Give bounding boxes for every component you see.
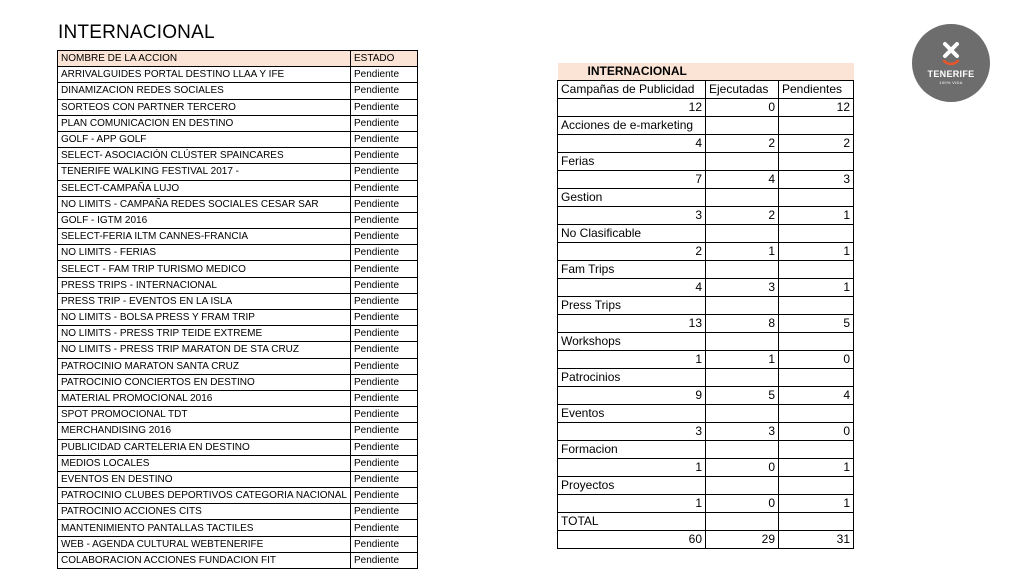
table-row [58, 520, 418, 536]
summary-total-cell: 3 [558, 207, 706, 225]
summary-empty-cell [706, 513, 779, 531]
summary-values-row [558, 99, 854, 117]
table-row [58, 131, 418, 147]
summary-executed-cell: 2 [706, 135, 779, 153]
summary-category-label: Formacion [558, 441, 706, 459]
action-status-cell: Pendiente [350, 83, 417, 99]
summary-values-row [558, 387, 854, 405]
summary-category-row [558, 297, 854, 315]
summary-category-row [558, 477, 854, 495]
summary-values-row [558, 459, 854, 477]
action-status-cell: Pendiente [350, 277, 417, 293]
summary-empty-cell [779, 153, 854, 171]
action-name-cell: SORTEOS CON PARTNER TERCERO [58, 99, 351, 115]
summary-empty-cell [779, 225, 854, 243]
action-name-cell: NO LIMITS - BOLSA PRESS Y FRAM TRIP [58, 310, 351, 326]
summary-total-cell: 2 [558, 243, 706, 261]
action-status-cell: Pendiente [350, 536, 417, 552]
summary-pending-cell: 0 [779, 351, 854, 369]
table-row [58, 148, 418, 164]
table-row [58, 471, 418, 487]
summary-values-row [558, 279, 854, 297]
table-row [58, 180, 418, 196]
summary-total-cell: 1 [558, 495, 706, 513]
table-row [58, 212, 418, 228]
actions-body [58, 67, 418, 569]
tenerife-x-smile-icon [939, 41, 963, 67]
summary-pending-cell: 4 [779, 387, 854, 405]
action-status-cell: Pendiente [350, 552, 417, 568]
action-name-cell: GOLF - IGTM 2016 [58, 212, 351, 228]
table-row [58, 164, 418, 180]
logo-tagline: 100% VIDA [939, 80, 963, 85]
column-header-pending: Pendientes [779, 81, 854, 99]
summary-empty-cell [706, 261, 779, 279]
action-status-cell: Pendiente [350, 374, 417, 390]
action-status-cell: Pendiente [350, 212, 417, 228]
summary-subheader-row [558, 81, 854, 99]
action-status-cell: Pendiente [350, 245, 417, 261]
action-name-cell: GOLF - APP GOLF [58, 131, 351, 147]
summary-values-row [558, 423, 854, 441]
table-row [58, 261, 418, 277]
table-row [58, 423, 418, 439]
summary-executed-cell: 0 [706, 495, 779, 513]
actions-table [57, 50, 418, 569]
summary-category-label: Acciones de e-marketing [558, 117, 706, 135]
action-name-cell: PRESS TRIP - EVENTOS EN LA ISLA [58, 293, 351, 309]
summary-empty-cell [779, 261, 854, 279]
summary-category-row [558, 189, 854, 207]
action-status-cell: Pendiente [350, 180, 417, 196]
action-status-cell: Pendiente [350, 293, 417, 309]
summary-category-row [558, 225, 854, 243]
summary-pending-cell: 31 [779, 531, 854, 549]
table-row [58, 83, 418, 99]
action-name-cell: MERCHANDISING 2016 [58, 423, 351, 439]
summary-title-row [558, 63, 854, 81]
summary-values-row [558, 351, 854, 369]
action-status-cell: Pendiente [350, 358, 417, 374]
action-name-cell: SELECT-CAMPAÑA LUJO [58, 180, 351, 196]
action-status-cell: Pendiente [350, 131, 417, 147]
summary-category-label: Gestion [558, 189, 706, 207]
action-name-cell: WEB - AGENDA CULTURAL WEBTENERIFE [58, 536, 351, 552]
summary-executed-cell: 5 [706, 387, 779, 405]
summary-category-label: No Clasificable [558, 225, 706, 243]
summary-values-row [558, 207, 854, 225]
action-name-cell: MANTENIMIENTO PANTALLAS TACTILES [58, 520, 351, 536]
summary-total-cell: 3 [558, 423, 706, 441]
table-row [58, 374, 418, 390]
summary-category-row [558, 153, 854, 171]
summary-executed-cell: 3 [706, 423, 779, 441]
summary-values-row [558, 135, 854, 153]
action-status-cell: Pendiente [350, 423, 417, 439]
summary-executed-cell: 0 [706, 99, 779, 117]
summary-executed-cell: 1 [706, 351, 779, 369]
action-name-cell: MEDIOS LOCALES [58, 455, 351, 471]
summary-empty-cell [706, 189, 779, 207]
column-header-status: ESTADO [350, 51, 417, 67]
summary-values-row [558, 315, 854, 333]
summary-category-row [558, 513, 854, 531]
action-name-cell: PRESS TRIPS - INTERNACIONAL [58, 277, 351, 293]
action-name-cell: PUBLICIDAD CARTELERIA EN DESTINO [58, 439, 351, 455]
action-name-cell: NO LIMITS - FERIAS [58, 245, 351, 261]
summary-empty-cell [706, 333, 779, 351]
summary-category-row [558, 405, 854, 423]
summary-executed-cell: 2 [706, 207, 779, 225]
summary-empty-cell [706, 117, 779, 135]
action-name-cell: SELECT-FERIA ILTM CANNES-FRANCIA [58, 229, 351, 245]
table-row [58, 455, 418, 471]
action-name-cell: PATROCINIO ACCIONES CITS [58, 504, 351, 520]
summary-category-label: Press Trips [558, 297, 706, 315]
table-row [58, 504, 418, 520]
summary-values-row [558, 171, 854, 189]
table-row [58, 293, 418, 309]
table-row [58, 552, 418, 568]
summary-pending-cell: 0 [779, 423, 854, 441]
summary-values-row [558, 243, 854, 261]
summary-category-label: Patrocinios [558, 369, 706, 387]
summary-category-row [558, 369, 854, 387]
action-name-cell: PATROCINIO CONCIERTOS EN DESTINO [58, 374, 351, 390]
summary-empty-cell [779, 189, 854, 207]
action-name-cell: TENERIFE WALKING FESTIVAL 2017 - [58, 164, 351, 180]
summary-category-row [558, 441, 854, 459]
summary-category-label: Campañas de Publicidad [558, 81, 706, 99]
table-row [58, 439, 418, 455]
summary-total-cell: 4 [558, 279, 706, 297]
table-row [58, 326, 418, 342]
table-row [58, 390, 418, 406]
action-status-cell: Pendiente [350, 455, 417, 471]
summary-category-row [558, 117, 854, 135]
summary-empty-cell [779, 369, 854, 387]
action-status-cell: Pendiente [350, 390, 417, 406]
action-status-cell: Pendiente [350, 67, 417, 83]
summary-empty-cell [779, 405, 854, 423]
summary-pending-cell: 1 [779, 207, 854, 225]
action-status-cell: Pendiente [350, 407, 417, 423]
actions-header-row [58, 51, 418, 67]
summary-executed-cell: 0 [706, 459, 779, 477]
action-status-cell: Pendiente [350, 504, 417, 520]
action-status-cell: Pendiente [350, 326, 417, 342]
summary-executed-cell: 3 [706, 279, 779, 297]
summary-empty-cell [706, 477, 779, 495]
action-status-cell: Pendiente [350, 310, 417, 326]
summary-empty-cell [779, 441, 854, 459]
summary-category-label: Fam Trips [558, 261, 706, 279]
summary-pending-cell: 5 [779, 315, 854, 333]
table-row [58, 99, 418, 115]
table-row [58, 536, 418, 552]
summary-executed-cell: 29 [706, 531, 779, 549]
table-row [58, 342, 418, 358]
tenerife-logo [912, 24, 990, 102]
table-row [58, 115, 418, 131]
action-status-cell: Pendiente [350, 115, 417, 131]
summary-empty-cell [706, 405, 779, 423]
action-status-cell: Pendiente [350, 229, 417, 245]
table-row [58, 245, 418, 261]
summary-pending-cell: 1 [779, 495, 854, 513]
summary-empty-cell [779, 117, 854, 135]
summary-empty-cell [706, 369, 779, 387]
summary-category-row [558, 333, 854, 351]
summary-total-cell: 13 [558, 315, 706, 333]
summary-executed-cell: 8 [706, 315, 779, 333]
action-status-cell: Pendiente [350, 99, 417, 115]
summary-category-label: TOTAL [558, 513, 706, 531]
action-name-cell: DINAMIZACION REDES SOCIALES [58, 83, 351, 99]
table-row [58, 407, 418, 423]
summary-executed-cell: 4 [706, 171, 779, 189]
summary-empty-cell [779, 513, 854, 531]
action-status-cell: Pendiente [350, 196, 417, 212]
table-row [58, 67, 418, 83]
summary-body [558, 63, 854, 549]
summary-total-cell: 1 [558, 459, 706, 477]
action-name-cell: COLABORACION ACCIONES FUNDACION FIT [58, 552, 351, 568]
summary-empty-cell [706, 297, 779, 315]
action-name-cell: ARRIVALGUIDES PORTAL DESTINO LLAA Y IFE [58, 67, 351, 83]
summary-pending-cell: 1 [779, 279, 854, 297]
summary-pending-cell: 2 [779, 135, 854, 153]
summary-pending-cell: 1 [779, 459, 854, 477]
action-name-cell: PATROCINIO CLUBES DEPORTIVOS CATEGORIA NACIONAL [58, 488, 351, 504]
action-name-cell: NO LIMITS - PRESS TRIP TEIDE EXTREME [58, 326, 351, 342]
table-row [58, 196, 418, 212]
summary-empty-cell [779, 477, 854, 495]
summary-title: INTERNACIONAL [558, 63, 854, 81]
summary-category-row [558, 261, 854, 279]
table-row [58, 358, 418, 374]
action-name-cell: MATERIAL PROMOCIONAL 2016 [58, 390, 351, 406]
summary-total-cell: 12 [558, 99, 706, 117]
summary-pending-cell: 1 [779, 243, 854, 261]
column-header-executed: Ejecutadas [706, 81, 779, 99]
summary-empty-cell [706, 225, 779, 243]
action-status-cell: Pendiente [350, 439, 417, 455]
action-name-cell: PATROCINIO MARATON SANTA CRUZ [58, 358, 351, 374]
action-name-cell: SELECT- ASOCIACIÓN CLÚSTER SPAINCARES [58, 148, 351, 164]
action-status-cell: Pendiente [350, 471, 417, 487]
summary-total-cell: 7 [558, 171, 706, 189]
summary-executed-cell: 1 [706, 243, 779, 261]
action-name-cell: PLAN COMUNICACION EN DESTINO [58, 115, 351, 131]
logo-brand-text: TENERIFE [927, 69, 975, 79]
page-title: INTERNACIONAL [58, 22, 215, 43]
summary-pending-cell: 12 [779, 99, 854, 117]
action-name-cell: NO LIMITS - CAMPAÑA REDES SOCIALES CESAR SAR [58, 196, 351, 212]
action-status-cell: Pendiente [350, 148, 417, 164]
action-name-cell: EVENTOS EN DESTINO [58, 471, 351, 487]
summary-total-cell: 9 [558, 387, 706, 405]
action-status-cell: Pendiente [350, 488, 417, 504]
table-row [58, 229, 418, 245]
summary-total-cell: 1 [558, 351, 706, 369]
summary-table [557, 63, 854, 549]
summary-total-cell: 4 [558, 135, 706, 153]
summary-empty-cell [706, 153, 779, 171]
summary-values-row [558, 531, 854, 549]
action-status-cell: Pendiente [350, 261, 417, 277]
summary-category-label: Eventos [558, 405, 706, 423]
summary-values-row [558, 495, 854, 513]
summary-empty-cell [779, 333, 854, 351]
summary-category-label: Workshops [558, 333, 706, 351]
summary-category-label: Ferias [558, 153, 706, 171]
action-name-cell: SELECT - FAM TRIP TURISMO MEDICO [58, 261, 351, 277]
action-name-cell: SPOT PROMOCIONAL TDT [58, 407, 351, 423]
table-row [58, 310, 418, 326]
action-status-cell: Pendiente [350, 164, 417, 180]
action-status-cell: Pendiente [350, 520, 417, 536]
table-row [58, 488, 418, 504]
summary-empty-cell [706, 441, 779, 459]
table-row [58, 277, 418, 293]
action-name-cell: NO LIMITS - PRESS TRIP MARATON DE STA CRUZ [58, 342, 351, 358]
action-status-cell: Pendiente [350, 342, 417, 358]
summary-category-label: Proyectos [558, 477, 706, 495]
summary-total-cell: 60 [558, 531, 706, 549]
column-header-name: NOMBRE DE LA ACCION [58, 51, 351, 67]
summary-pending-cell: 3 [779, 171, 854, 189]
summary-empty-cell [779, 297, 854, 315]
